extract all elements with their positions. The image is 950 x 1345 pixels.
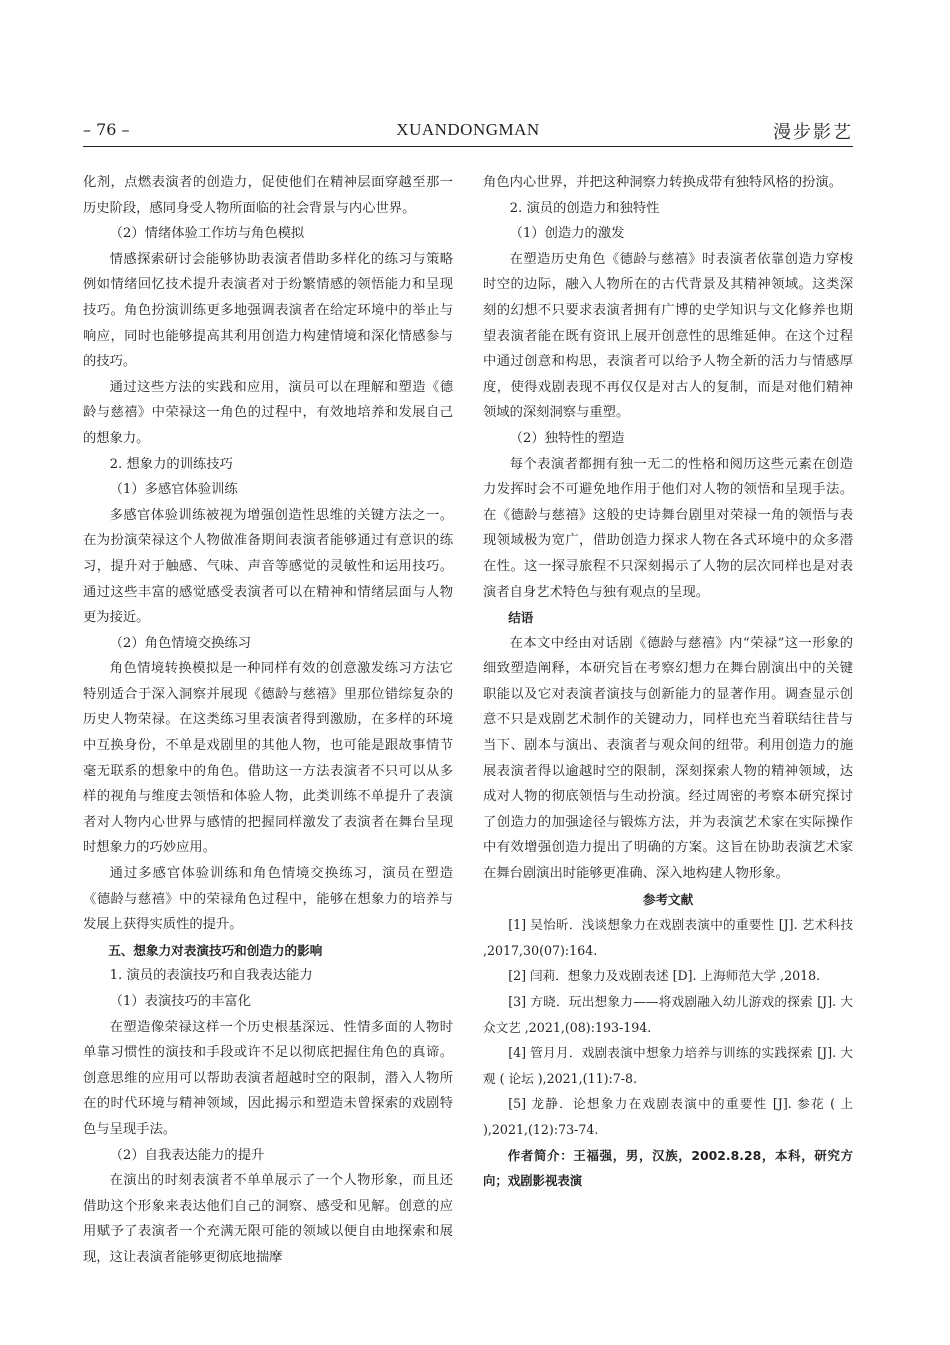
- body-paragraph: 多感官体验训练被视为增强创造性思维的关键方法之一。在为扮演荣禄这个人物做准备期间表演者能够通过有意识的练习，提升对于触感、气味、声音等感觉的灵敏性和运用技巧。通过这些丰富的感觉感受表演者可以在精神和情绪层面与人物更为接近。: [83, 507, 453, 626]
- left-column: [83, 170, 453, 1271]
- body-paragraph: 在本文中经由对话剧《德龄与慈禧》内“荣禄”这一形象的细致塑造阐释，本研究旨在考察幻想力在舞台剧演出中的关键职能以及它对表演者演技与创新能力的显著作用。调查显示创意不只是戏剧艺术制作的关键动力，同样也充当着联结往昔与当下、剧本与演出、表演者与观众间的纽带。利用创造力的施展表演者得以逾越时空的限制，深刻探索人物的精神领域，达成对人物的彻底领悟与生动扮演。经过周密的考察本研究探讨了创造力的加强途径与锻炼方法，并为表演艺术家在实际操作中有效增强创造力提出了明确的方案。这旨在协助表演艺术家在舞台剧演出时能够更准确、深入地构建人物形象。: [483, 635, 853, 882]
- subheading: （1）多感官体验训练: [109, 482, 238, 498]
- reference-item: [4] 管月月．戏剧表演中想象力培养与训练的实践探索 [J]. 大观 ( 论坛 ),2021,(11):7-8.: [483, 1045, 853, 1086]
- subheading: （1）创造力的激发: [509, 226, 625, 242]
- author-bio: 作者简介：王福强，男，汉族，2002.8.28，本科，研究方向；戏剧影视表演: [483, 1147, 853, 1189]
- reference-item: [5] 龙静．论想象力在戏剧表演中的重要性 [J]. 参花 ( 上 ),2021,(12):73-74.: [483, 1096, 853, 1137]
- body-paragraph: 在演出的时刻表演者不单单展示了一个人物形象，而且还借助这个形象来表达他们自己的洞察、感受和见解。创意的应用赋予了表演者一个充满无限可能的领域以便自由地探索和展现，这让表演者能够更彻底地揣摩: [83, 1173, 453, 1265]
- body-paragraph: 每个表演者都拥有独一无二的性格和阅历这些元素在创造力发挥时会不可避免地作用于他们对人物的领悟和呈现手法。在《德龄与慈禧》这般的史诗舞台剧里对荣禄一角的领悟与表现领域极为宽广，借助创造力探求人物在各式环境中的众多潜在性。这一探寻旅程不只深刻揭示了人物的层次同样也是对表演者自身艺术特色与独有观点的呈现。: [483, 456, 853, 600]
- subheading: （2）自我表达能力的提升: [109, 1147, 265, 1163]
- subheading: 1. 演员的表演技巧和自我表达能力: [109, 968, 313, 984]
- page-header: [83, 118, 853, 148]
- body-paragraph: 角色情境转换模拟是一种同样有效的创意激发练习方法它特别适合于深入洞察并展现《德龄与慈禧》里那位错综复杂的历史人物荣禄。在这类练习里表演者得到激励，在多样的环境中互换身份，不单是戏剧里的其他人物，也可能是跟故事情节毫无联系的想象中的角色。借助这一方法表演者不只可以从多样的视角与维度去领悟和体验人物，此类训练不单提升了表演者对人物内心世界与感情的把握同样激发了表演者在舞台呈现时想象力的巧妙应用。: [83, 661, 453, 856]
- body-paragraph: 角色内心世界，并把这种洞察力转换成带有独特风格的扮演。: [483, 175, 843, 190]
- body-paragraph: 在塑造像荣禄这样一个历史根基深远、性情多面的人物时单靠习惯性的演技和手段或许不足以彻底把握住角色的真谛。创意思维的应用可以帮助表演者超越时空的限制，潜入人物所在的时代环境与精神领域，因此揭示和塑造未曾探索的戏剧特色与呈现手法。: [83, 1019, 453, 1137]
- reference-item: [2] 闫莉．想象力及戏剧表述 [D]. 上海师范大学 ,2018.: [508, 968, 821, 984]
- page-number: – 76 –: [83, 120, 130, 139]
- header-rule: [83, 146, 853, 147]
- body-paragraph: 通过这些方法的实践和应用，演员可以在理解和塑造《德龄与慈禧》中荣禄这一角色的过程中，有效地培养和发展自己的想象力。: [83, 379, 453, 446]
- section-heading: 五、想象力对表演技巧和创造力的影响: [108, 942, 323, 958]
- section-heading: 结语: [508, 610, 534, 626]
- body-paragraph: 化剂，点燃表演者的创造力，促使他们在精神层面穿越至那一历史阶段，感同身受人物所面临的社会背景与内心世界。: [83, 175, 453, 216]
- body-paragraph: 通过多感官体验训练和角色情境交换练习，演员在塑造《德龄与慈禧》中的荣禄角色过程中，能够在想象力的培养与发展上获得实质性的提升。: [83, 866, 453, 933]
- subheading: 2. 想象力的训练技巧: [109, 456, 233, 472]
- subheading: （2）情绪体验工作坊与角色模拟: [109, 226, 305, 242]
- subheading: （1）表演技巧的丰富化: [109, 994, 252, 1009]
- reference-item: [1] 吴怡昕．浅谈想象力在戏剧表演中的重要性 [J]. 艺术科技 ,2017,30(07):164.: [483, 917, 853, 958]
- reference-item: [3] 方晓．玩出想象力——将戏剧融入幼儿游戏的探索 [J]. 大众文艺 ,2021,(08):193-194.: [483, 994, 853, 1035]
- body-paragraph: 情感探索研讨会能够协助表演者借助多样化的练习与策略例如情绪回忆技术提升表演者对于纷繁情感的领悟能力和呈现技巧。角色扮演训练更多地强调表演者在给定环境中的举止与响应，同时也能够提高其利用创造力构建情境和深化情感参与的技巧。: [83, 251, 453, 370]
- subheading: （2）独特性的塑造: [509, 430, 625, 446]
- references-heading: 参考文献: [642, 891, 694, 907]
- right-column: [483, 170, 853, 1194]
- journal-title-en: XUANDONGMAN: [396, 120, 540, 139]
- subheading: 2. 演员的创造力和独特性: [509, 200, 660, 216]
- body-paragraph: 在塑造历史角色《德龄与慈禧》时表演者依靠创造力穿梭时空的边际，融入人物所在的古代背景及其精神领域。这类深刻的幻想不只要求表演者拥有广博的史学知识与文化修养也期望表演者能在既有资讯上展开创意性的思维延伸。在这个过程中通过创意和构思，表演者可以给予人物全新的活力与情感厚度，使得戏剧表现不再仅仅是对古人的复制，而是对他们精神领域的深刻洞察与重塑。: [483, 251, 853, 421]
- journal-title-cn: 漫步影艺: [773, 122, 853, 143]
- subheading: （2）角色情境交换练习: [109, 635, 252, 651]
